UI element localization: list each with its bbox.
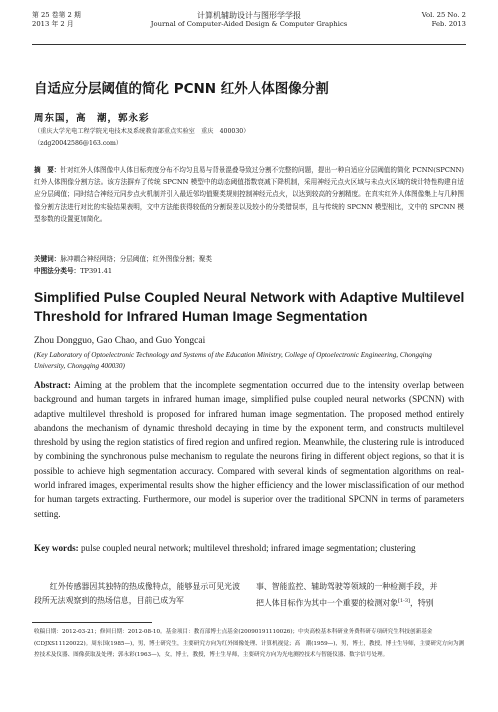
abstract-en [34,378,464,521]
keywords-cn: 关键词：脉冲耦合神经网络；分层阈值；红外图像分割；聚类 [34,255,213,263]
clc-number: 中图法分类号：TP391.41 [34,267,113,275]
author-email: （zdg20042586@163.com） [34,140,123,147]
abstract-cn [34,164,464,225]
title-en: Simplified Pulse Coupled Neural Network with Adaptive Multilevel Threshold for Infrared Human Image Segmentation [34,290,465,324]
footnote-rule [32,622,152,623]
abstract-cn-label: 摘 要： [34,166,61,174]
citation-ref: [1-3] [398,598,410,604]
affiliation-cn: （重庆大学光电工程学院光电技术及系统教育部重点实验室 重庆 400030） （zdg20042586@163.com） [34,126,249,150]
header-volume: 第 25 卷第 2 期 2013 年 2 月 [32,11,81,28]
title-cn: 自适应分层阈值的简化 PCNN 红外人体图像分割 [34,81,329,97]
running-header [32,11,466,43]
footnote: 收稿日期：2012-03-21；修回日期：2012-08-10。基金项目：教育部博士点基金(20090191110026)；中央高校基本科研业务费科研专项研究生科技创新基金(CDJXS11120022)。周东国(1985—)，男，博士研究生，主要研究方向为红外图像处理、计算机视觉；高 潮(1959—)，男，博士，教授，博士生导师，主要研究方向为测控技术及仪器、图像获取及处理；郭永彩(1963—)，女，博士，教授，博士生导师，主要研究方向为光电测控技术与智能仪器、数字信号处理。 [34,629,465,658]
body-text-right: 事、智能监控、辅助驾驶等领域的一种检测手段，并 把人体目标作为其中一个重要的检测对象[1-3]，特别 [256,582,438,608]
keywords-en: Key words: pulse coupled neural network; multilevel threshold; infrared image segmentation; clustering [34,543,416,553]
abstract-en-label: Abstract: [34,380,71,390]
abstract-cn-text: 针对红外人体图像中人体目标亮度分布不均匀且易与背景混叠导致过分割不完整的问题，提出一种自适应分层阈值的简化 PCNN(SPCNN)红外人体图像分割方法。该方法摒弃了传统 SPCNN 模型中的动态阈值指数衰减下降机制，采用神经元点火区域与未点火区域的统计特性构建自适应分层阈值；同时结合神经元同步点火机制并引入最近邻均值聚类规则控制神经元点火，以达到较高的分割精度。在真实红外人体图像集上与几种图像分割方法进行对比的实验结果表明，文中方法能获得较低的分割误差以及较小的分类错误率，且与传统的 SPCNN 模型相比，文中的 SPCNN 模型参数的设置更加简化。 [34,166,464,223]
authors-en: Zhou Dongguo, Gao Chao, and Guo Yongcai [34,336,206,346]
header-rule [32,44,466,45]
header-issue: Vol. 25 No. 2 Feb. 2013 [421,11,466,28]
authors-cn: 周东国，高 潮，郭永彩 [34,113,150,124]
body-text-left: 红外传感器因其独特的热成像特点，能够显示可见光波段所无法观察到的热场信息，目前已成为军 [34,582,240,605]
abstract-en-text: Aiming at the problem that the incomplete segmentation occurred due to the intensity overlap between background and human targets in infrared human image, simplified pulse coupled neural networks (SPCNN) with adaptive multilevel threshold is proposed for infrared human image segmentation. The proposed method entirely abandons the mechanism of dynamic threshold decaying in time by the exponent term, and constructs multilevel threshold by using the region statistics of fired region and unfired region. Meanwhile, the clustering rule is introduced by combining the synchronous pulse mechanism to regulate the neurons firing in different object regions, so that it is possible to achieve high segmentation accuracy. Compared with several kinds of segmentation algorithms on real-world infrared images, experimental results show the higher efficiency and the lower misclassification of our method for human targets extracting. Furthermore, our model is superior over the traditional SPCNN in terms of parameters setting. [34,380,464,519]
affiliation-en: (Key Laboratory of Optoelectronic Technology and Systems of the Education Ministry, College of Optoelectronic Engineering, Chongqing University, Chongqing 400030) [34,351,432,370]
header-journal: 计算机辅助设计与图形学学报 Journal of Computer-Aided Design & Computer Graphics [150,11,348,28]
